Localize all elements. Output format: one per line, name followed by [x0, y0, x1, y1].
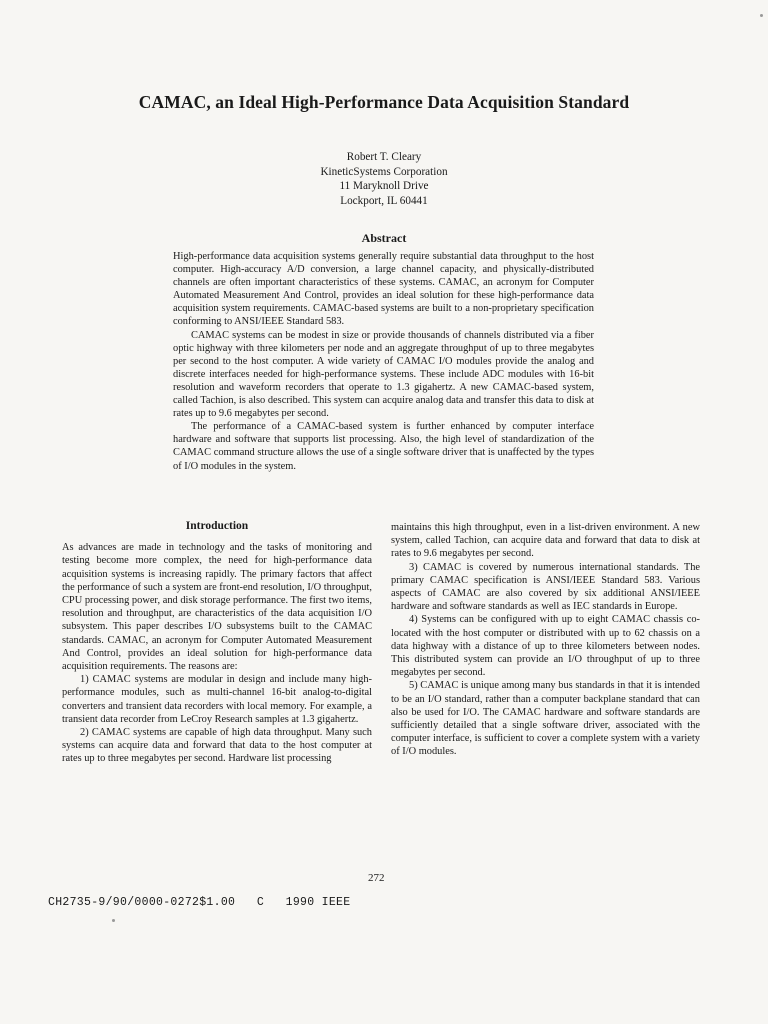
body-paragraph: maintains this high throughput, even in a list-driven environment. A new system, called Tachion, can acquire data and forward that data to disk at rates to 9.6 megabytes per second. — [391, 522, 700, 560]
body-paragraph: 2) CAMAC systems are capable of high data throughput. Many such systems can acquire data and forward that data to the host computer at rates up to three megabytes per second. Hardware list processing — [62, 727, 372, 765]
paper-title: CAMAC, an Ideal High-Performance Data Acquisition Standard — [138, 92, 630, 112]
author-organization: KineticSystems Corporation — [320, 165, 448, 178]
body-paragraph: 5) CAMAC is unique among many bus standards in that it is intended to be an I/O standard, rather than a computer backplane standard that can also be used for I/O. The CAMAC hardware and software standards are sufficiently detailed that a single software driver, associated with the computer interface, is sufficient to cover a complete system with a variety of I/O modules. — [391, 680, 700, 758]
left-column — [62, 520, 372, 766]
author-address-line-1: 11 Maryknoll Drive — [339, 180, 429, 192]
body-paragraph: 3) CAMAC is covered by numerous international standards. The primary CAMAC specification is ANSI/IEEE Standard 583. Various aspects of CAMAC are also covered by six additional ANSI/IEEE hardware and software standards as well as IEC standards in Europe. — [391, 561, 700, 613]
right-column — [391, 521, 700, 759]
scan-speck — [760, 14, 763, 17]
author-name: Robert T. Cleary — [346, 151, 422, 163]
abstract-paragraph: High-performance data acquisition systems generally require substantial data throughput to the host computer. High-accuracy A/D conversion, a large channel capacity, and physically-distributed channels are often important characteristics of these systems. CAMAC, an acronym for Computer Automated Measurement And Control, provides an ideal solution for these high-performance data acquisition system requirements. CAMAC-based systems are built to a non-proprietary specification conforming to ANSI/IEEE Standard 583. — [173, 251, 594, 328]
body-paragraph: 1) CAMAC systems are modular in design and include many high-performance modules, such as multi-channel 16-bit analog-to-digital converters and transient data recorders with local memory. For example, a transient data recorder from LeCroy Research samples at 1.3 gigahertz. — [62, 674, 372, 725]
author-address-line-2: Lockport, IL 60441 — [340, 194, 428, 207]
abstract-body — [173, 250, 594, 473]
body-paragraph: 4) Systems can be configured with up to eight CAMAC chassis co-located with the host computer or distributed with up to 62 chassis on a data highway with a distance of up to three kilometers between nodes. This distributed system can provide an I/O throughput of up to three megabytes per second. — [391, 614, 700, 679]
scan-speck — [112, 919, 115, 922]
body-paragraph: As advances are made in technology and the tasks of monitoring and testing become more complex, the need for high-performance data acquisition systems is increasing rapidly. The primary factors that affect the performance of such a system are front-end resolution, I/O throughput, CPU processing power, and disk storage performance. The first two items, resolution and throughput, are characteristics of the data acquisition I/O subsystem. This paper describes I/O subsystems built to the CAMAC standards. CAMAC, an acronym for Computer Automated Measurement And Control, provides an ideal solution for high-performance data acquisition requirements. The reasons are: — [62, 542, 372, 673]
page-number: 272 — [368, 872, 385, 884]
abstract-heading: Abstract — [361, 231, 407, 245]
abstract-paragraph: CAMAC systems can be modest in size or provide thousands of channels distributed via a fiber optic highway with three kilometers per node and an aggregate throughput of up to three megabytes per second to the host computer. A wide variety of CAMAC I/O modules provide the analog and discrete interfaces needed for high-performance systems. These include ADC modules with 16-bit resolution and waveform recorders that operate to 1.3 gigahertz. A new CAMAC-based system, called Tachion, is also described. This system can acquire analog data and transfer this data to disk at rates up to 9.6 megabytes per second. — [173, 329, 594, 420]
introduction-heading: Introduction — [185, 520, 249, 532]
abstract-paragraph: The performance of a CAMAC-based system is further enhanced by computer interface hardware and software that supports list processing. Also, the high level of standardization of the CAMAC command structure allows the use of a single software driver that is unaffected by the types of I/O modules in the system. — [173, 421, 594, 472]
copyright-footer: CH2735-9/90/0000-0272$1.00 C 1990 IEEE — [48, 896, 351, 909]
author-block — [0, 150, 768, 208]
